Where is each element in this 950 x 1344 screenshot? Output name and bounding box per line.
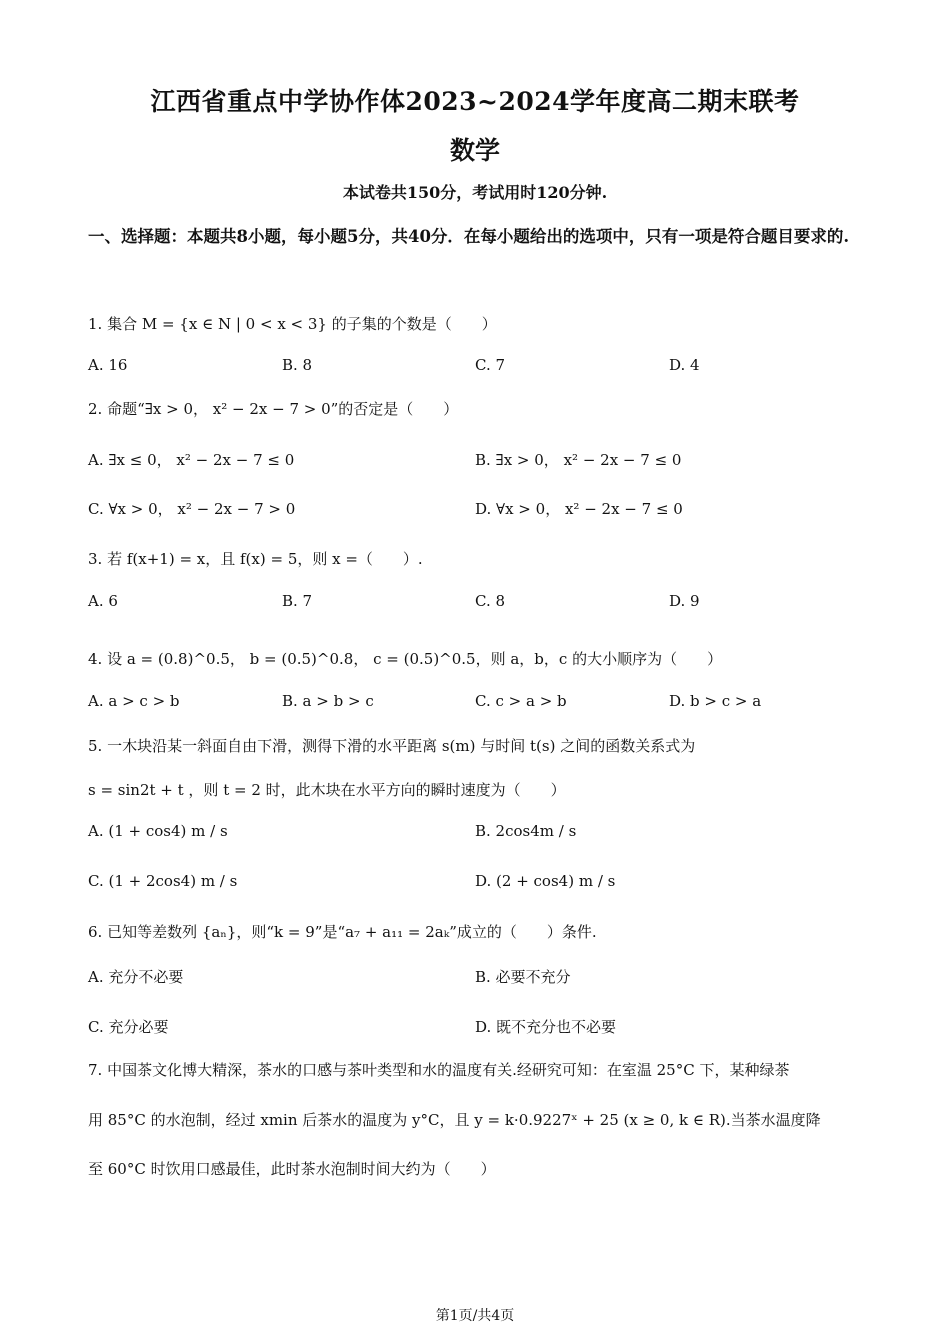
q4-option-d: D. b > c > a [669, 692, 762, 710]
exam-title: 江西省重点中学协作体2023~2024学年度高二期末联考 [150, 87, 800, 116]
question-7-stem-line2: 用 85°C 的水泡制，经过 xmin 后茶水的温度为 y°C，且 y = k·0.9227ˣ + 25 (x ≥ 0, k ∈ R).当茶水温度降 [88, 1111, 821, 1129]
q3-option-c: C. 8 [475, 592, 506, 610]
q4-option-a: A. a > c > b [88, 692, 180, 710]
q4-option-b: B. a > b > c [282, 692, 374, 710]
page-number: 第1页/共4页 [435, 1308, 515, 1324]
q5-option-d: D. (2 + cos4) m / s [475, 872, 616, 890]
q1-option-a: A. 16 [88, 356, 128, 374]
q2-option-a: A. ∃x ≤ 0， x² − 2x − 7 ≤ 0 [88, 451, 295, 469]
question-2-stem: 2. 命题“∃x > 0， x² − 2x − 7 > 0”的否定是（ ） [88, 400, 459, 418]
q6-option-b: B. 必要不充分 [475, 968, 571, 986]
q3-option-d: D. 9 [669, 592, 700, 610]
exam-info: 本试卷共150分，考试用时120分钟. [342, 183, 608, 202]
q6-option-a: A. 充分不必要 [88, 968, 184, 986]
question-7-stem-line3: 至 60°C 时饮用口感最佳，此时茶水泡制时间大约为（ ） [88, 1160, 496, 1178]
question-6-stem: 6. 已知等差数列 {aₙ}，则“k = 9”是“a₇ + a₁₁ = 2aₖ”成立的（ ）条件. [88, 923, 597, 941]
q5-option-a: A. (1 + cos4) m / s [88, 822, 228, 840]
q2-option-d: D. ∀x > 0， x² − 2x − 7 ≤ 0 [475, 500, 683, 518]
q3-option-b: B. 7 [282, 592, 313, 610]
q1-option-b: B. 8 [282, 356, 313, 374]
question-5-stem-line1: 5. 一木块沿某一斜面自由下滑，测得下滑的水平距离 s(m) 与时间 t(s) 之间的函数关系式为 [88, 737, 696, 755]
question-5-stem-line2: s = sin2t + t ，则 t = 2 时，此木块在水平方向的瞬时速度为（ ） [88, 781, 566, 799]
question-4-stem: 4. 设 a = (0.8)^0.5， b = (0.5)^0.8， c = (0.5)^0.5，则 a，b，c 的大小顺序为（ ） [88, 650, 723, 668]
q1-option-d: D. 4 [669, 356, 700, 374]
q3-option-a: A. 6 [88, 592, 118, 610]
q4-option-c: C. c > a > b [475, 692, 567, 710]
question-7-stem-line1: 7. 中国茶文化博大精深，茶水的口感与茶叶类型和水的温度有关.经研究可知：在室温 25°C 下，某种绿茶 [88, 1061, 790, 1079]
subject-title: 数学 [449, 136, 500, 165]
q6-option-c: C. 充分必要 [88, 1018, 169, 1036]
q1-option-c: C. 7 [475, 356, 506, 374]
q2-option-c: C. ∀x > 0， x² − 2x − 7 > 0 [88, 500, 296, 518]
q2-option-b: B. ∃x > 0， x² − 2x − 7 ≤ 0 [475, 451, 682, 469]
section-heading: 一、选择题：本题共8小题，每小题5分，共40分．在每小题给出的选项中，只有一项是符合题目要求的. [88, 227, 850, 246]
question-3-stem: 3. 若 f(x+1) = x，且 f(x) = 5，则 x =（ ）. [88, 550, 423, 568]
q5-option-b: B. 2cos4m / s [475, 822, 577, 840]
question-1-stem: 1. 集合 M = {x ∈ N | 0 < x < 3} 的子集的个数是（ ） [88, 315, 497, 333]
q6-option-d: D. 既不充分也不必要 [475, 1018, 617, 1036]
q5-option-c: C. (1 + 2cos4) m / s [88, 872, 238, 890]
